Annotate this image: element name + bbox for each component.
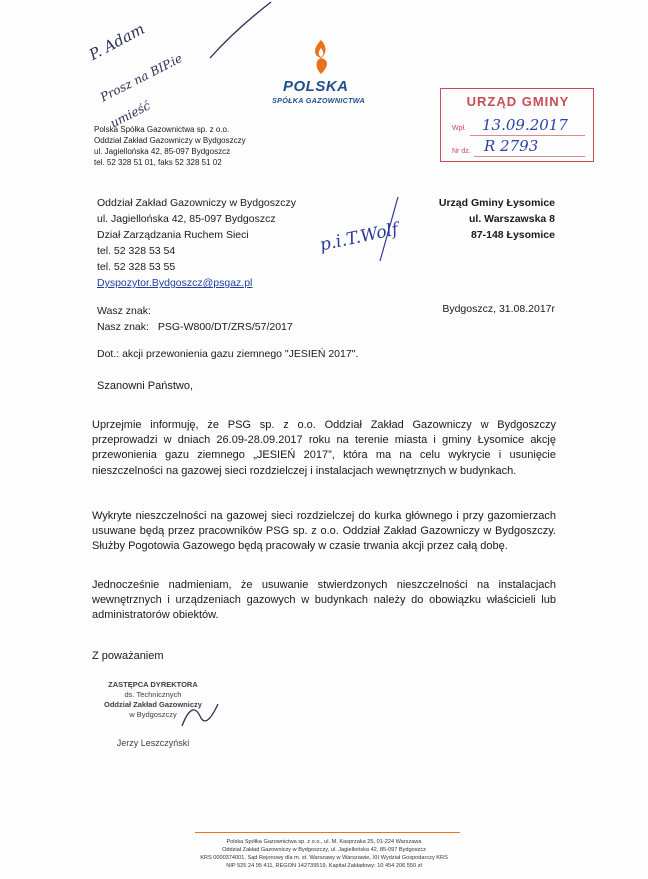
- footer-line4: NIP 525 24 95 411, REGON 142739519, Kapitał Zakładowy: 10 454 206 550 zł: [226, 863, 422, 869]
- our-ref-label: Nasz znak:: [97, 321, 149, 333]
- footer: [160, 838, 488, 870]
- branch-line2: ul. Jagiellońska 42, 85-097 Bydgoszcz: [97, 213, 276, 225]
- subject-line: Dot.: akcji przewonienia gazu ziemnego "JESIEŃ 2017".: [97, 348, 359, 360]
- received-stamp-number: R 2793: [484, 137, 539, 155]
- sender-branch: Oddział Zakład Gazowniczy w Bydgoszczy: [94, 136, 246, 145]
- your-ref-label: Wasz znak:: [97, 305, 151, 317]
- place-date: Bydgoszcz, 31.08.2017r: [442, 303, 555, 315]
- logo-subtitle: SPÓŁKA GAZOWNICTWA: [272, 96, 365, 105]
- signature-scribble: [178, 696, 223, 736]
- our-ref-row: [97, 319, 293, 335]
- sender-block: [94, 124, 246, 168]
- logo-title: POLSKA: [283, 78, 349, 95]
- stamp-line2: ds. Technicznych: [124, 690, 182, 699]
- branch-email-link[interactable]: Dyspozytor.Bydgoszcz@psgaz.pl: [97, 277, 253, 289]
- body-paragraph-2: Wykryte nieszczelności na gazowej sieci rozdzielczej do kurka głównego i przy gazomierzach usuwane będą przez pracowników PSG sp. z o.o. Oddział Zakład Gazowniczy w Bydgoszczy. Służby Pogotowia Gazowego będą pracowały w czasie trwania akcji przez całą dobę.: [92, 510, 556, 553]
- handwritten-note-line3: umieść: [108, 98, 153, 131]
- recipient-line3: 87-148 Łysomice: [470, 229, 555, 241]
- greeting: Szanowni Państwo,: [97, 380, 193, 392]
- body-paragraph-1: Uprzejmie informuję, że PSG sp. z o.o. Oddział Zakład Gazowniczy w Bydgoszczy przeprowadzi w dniach 26.09-28.09.2017 roku na terenie miasta i gminy Łysomice akcję przewonienia gazu ziemnego „JESIEŃ 2017”, która ma na celu wykrycie i usunięcie nieszczelności na gazowej sieci rozdzielczej i instalacjach wewnętrznych w budynkach.: [92, 419, 556, 477]
- closing: Z poważaniem: [92, 650, 164, 662]
- sender-phone: tel. 52 328 51 01, faks 52 328 51 02: [94, 158, 222, 167]
- received-stamp-title: URZĄD GMINY: [466, 94, 570, 109]
- reference-block: [97, 303, 293, 335]
- branch-line1: Oddział Zakład Gazowniczy w Bydgoszczy: [97, 197, 296, 209]
- footer-line3: KRS 0000374001, Sąd Rejonowy dla m. st. Warszawy w Warszawie, XII Wydział Gospodarczy KRS: [200, 855, 448, 861]
- handwritten-strike-line: [205, 0, 275, 60]
- received-stamp-number-line: [474, 156, 585, 157]
- recipient-line2: ul. Warszawska 8: [469, 213, 555, 225]
- our-ref-value: PSG-W800/DT/ZRS/57/2017: [157, 321, 293, 333]
- received-stamp-date: 13.09.2017: [482, 116, 568, 134]
- stamp-line3: Oddział Zakład Gazowniczy: [104, 700, 202, 709]
- handwritten-signature-note: p.i.T.Wolf: [318, 219, 401, 256]
- handwritten-note-line2: Prosz na BIP.ie: [98, 51, 185, 105]
- psg-flame-logo-icon: [309, 38, 333, 76]
- body-paragraph-3: Jednocześnie nadmieniam, że usuwanie stwierdzonych nieszczelności na instalacjach wewnętrznych i urządzeniach gazowych w budynkach należy do obowiązku właścicieli lub administratorów obiektów.: [92, 579, 556, 622]
- your-ref-row: [97, 303, 293, 319]
- handwritten-note-line1: P. Adam: [86, 19, 148, 64]
- received-stamp-number-label: Nr dz.: [452, 148, 471, 155]
- recipient-line1: Urząd Gminy Łysomice: [438, 197, 555, 209]
- footer-line2: Oddział Zakład Gazowniczy w Bydgoszczy, ul. Jagiellońska 42, 85-097 Bydgoszcz: [222, 847, 426, 853]
- branch-tel1: tel. 52 328 53 54: [97, 245, 176, 257]
- sender-name: Polska Spółka Gazownictwa sp. z o.o.: [94, 125, 230, 134]
- sender-address: ul. Jagiellońska 42, 85-097 Bydgoszcz: [94, 147, 231, 156]
- branch-line3: Dział Zarządzania Ruchem Sieci: [97, 229, 249, 241]
- branch-contact: [97, 195, 296, 291]
- received-stamp-date-line: [470, 135, 585, 136]
- branch-tel2: tel. 52 328 53 55: [97, 261, 176, 273]
- signature-stroke: [368, 195, 408, 265]
- footer-divider: [195, 832, 460, 833]
- received-stamp-date-label: Wpł.: [452, 125, 466, 132]
- stamp-line1: ZASTĘPCA DYREKTORA: [108, 680, 198, 689]
- footer-line1: Polska Spółka Gazownictwa sp. z o.o., ul. M. Kasprzaka 25, 01-224 Warszawa: [226, 839, 422, 845]
- stamp-line4: w Bydgoszczy: [129, 710, 177, 719]
- stamp-name: Jerzy Leszczyński: [116, 738, 190, 748]
